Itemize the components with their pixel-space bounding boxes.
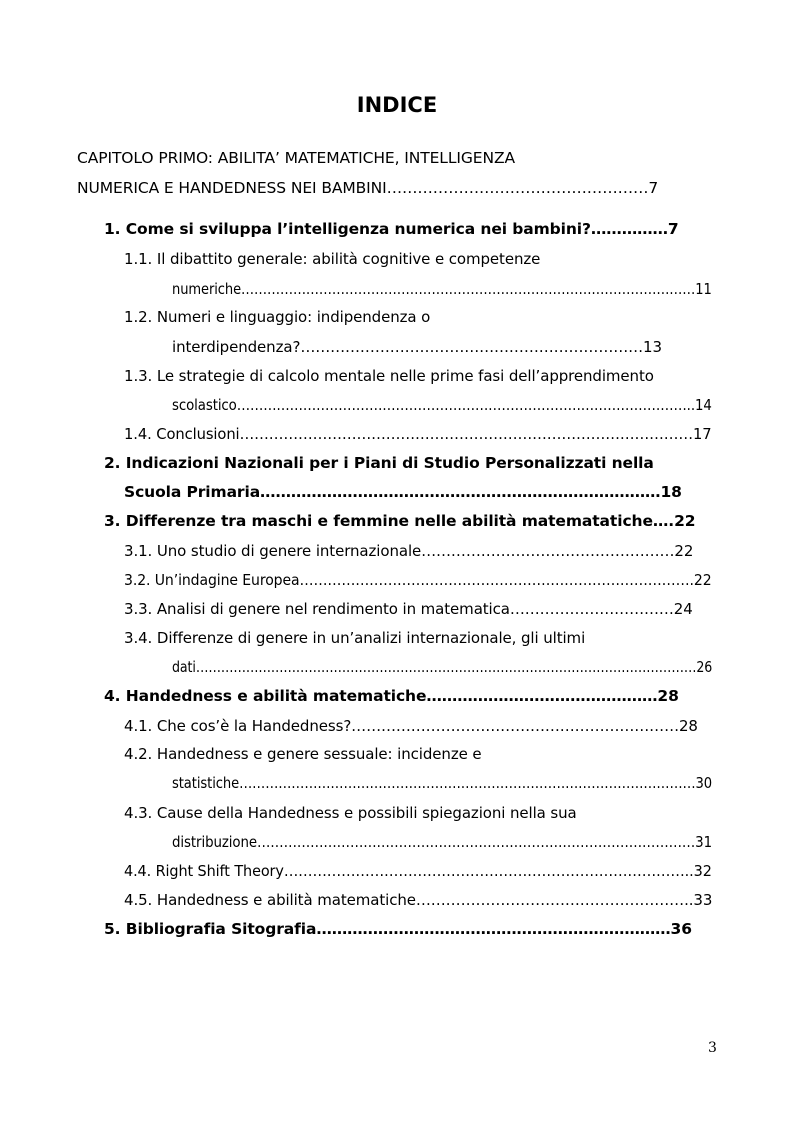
toc-entry-1-2: 1.2. Numeri e linguaggio: indipendenza o — [124, 308, 431, 326]
toc-entry-4-3-cont: distribuzione………………………………………………………………………………………31 — [172, 833, 712, 851]
toc-entry-3-3: 3.3. Analisi di genere nel rendimento in matematica……………………………24 — [124, 600, 693, 618]
toc-entry-4-2: 4.2. Handedness e genere sessuale: incidenze e — [124, 745, 482, 763]
toc-entry-4-3: 4.3. Cause della Handedness e possibili spiegazioni nella sua — [124, 804, 577, 822]
toc-entry-5: 5. Bibliografia Sitografia……………………………………………………………36 — [104, 920, 692, 938]
toc-entry-4: 4. Handedness e abilità matematiche………………………………………28 — [104, 687, 679, 705]
toc-entry-1-3: 1.3. Le strategie di calcolo mentale nelle prime fasi dell’apprendimento — [124, 367, 654, 385]
toc-entry-3-1: 3.1. Uno studio di genere internazionale……………………………………………22 — [124, 542, 694, 560]
toc-entry-3-4: 3.4. Differenze di genere in un’analizi internazionale, gli ultimi — [124, 629, 586, 647]
toc-entry-4-5: 4.5. Handedness e abilità matematiche………………………………………………..33 — [124, 891, 713, 909]
toc-entry-1-3-cont: scolastico…………………………………………………………………………………………..14 — [172, 396, 712, 414]
toc-entry-3: 3. Differenze tra maschi e femmine nelle abilità matematatiche….22 — [104, 512, 696, 530]
toc-entry-2: 2. Indicazioni Nazionali per i Piani di Studio Personalizzati nella — [104, 454, 654, 472]
toc-entry-2-cont: Scuola Primaria……………………………………………………………………18 — [124, 483, 682, 501]
toc-entry-4-4: 4.4. Right Shift Theory…………………………………………………………………………..32 — [124, 862, 712, 880]
toc-entry-3-4-cont: dati…………………………………………………………………………………………………………26 — [172, 658, 713, 676]
toc-entry-1: 1. Come si sviluppa l’intelligenza numerica nei bambini?……………7 — [104, 220, 679, 238]
toc-entry-4-2-cont: statistiche……………………………………………………………………………………………30 — [172, 774, 713, 792]
toc-entry-4-1: 4.1. Che cos’è la Handedness?…………………………………………………………28 — [124, 717, 698, 735]
toc-entry-1-1-cont: numeriche……………………………………………………………………………………………11 — [172, 280, 712, 298]
chapter-title-line-2: NUMERICA E HANDEDNESS NEI BAMBINI……………………………………………7 — [77, 179, 659, 197]
toc-entry-1-1: 1.1. Il dibattito generale: abilità cognitive e competenze — [124, 250, 541, 268]
page-number: 3 — [708, 1040, 717, 1056]
toc-entry-1-4: 1.4. Conclusioni…………………………………………………………………………………17 — [124, 425, 712, 443]
toc-entry-1-2-cont: interdipendenza?……………………………………………………………13 — [172, 338, 662, 356]
toc-entry-3-2: 3.2. Un’indagine Europea………………………………………………………………………….22 — [124, 571, 712, 589]
chapter-title-line-1: CAPITOLO PRIMO: ABILITA’ MATEMATICHE, INTELLIGENZA — [77, 149, 515, 167]
index-title: INDICE — [356, 93, 438, 117]
